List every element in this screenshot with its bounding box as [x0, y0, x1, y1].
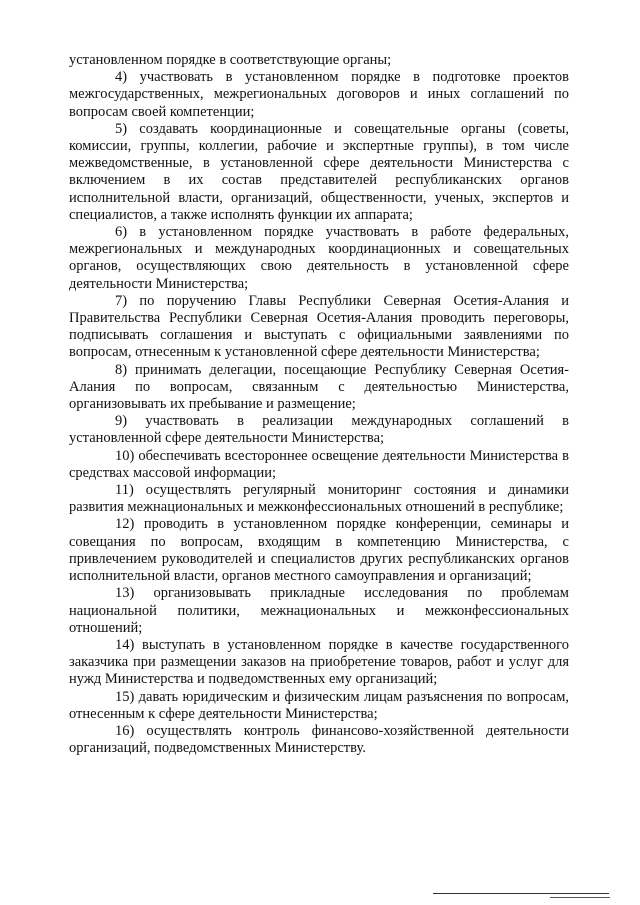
paragraph-item-6: 6) в установленном порядке участвовать в работе федеральных, межрегиональных и международных координационных и совещательных органов, осуществляющих свою деятельность в установленной сфере деятельности Министерства; [69, 224, 569, 292]
footer-divider-short [550, 897, 610, 898]
paragraph-item-9: 9) участвовать в реализации международных соглашений в установленной сфере деятельности Министерства; [69, 413, 569, 447]
paragraph-item-11: 11) осуществлять регулярный мониторинг состояния и динамики развития межнациональных и межконфессиональных отношений в республике; [69, 482, 569, 516]
paragraph-item-5: 5) создавать координационные и совещательные органы (советы, комиссии, группы, коллегии, рабочие и экспертные группы), в том числе межведомственные, в установленной сфере деятельности Министерства с включением в их состав представителей республиканских органов исполнительной власти, организаций, общественности, ученых, экспертов и специалистов, а также исполнять функции их аппарата; [69, 120, 569, 223]
paragraph-item-7: 7) по поручению Главы Республики Северная Осетия-Алания и Правительства Республики Северная Осетия-Алания проводить переговоры, подписывать соглашения и выступать с официальными заявлениями по вопросам, отнесенным к установленной сфере деятельности Министерства; [69, 292, 569, 361]
paragraph-continuation: установленном порядке в соответствующие органы; [69, 52, 392, 68]
paragraph-item-12: 12) проводить в установленном порядке конференции, семинары и совещания по вопросам, входящим в компетенцию Министерства, с привлечением руководителей и специалистов других республиканских органов исполнительной власти, органов местного самоуправления и организаций; [69, 516, 569, 585]
document-body [69, 52, 569, 757]
paragraph-item-15: 15) давать юридическим и физическим лицам разъяснения по вопросам, отнесенным к сфере деятельности Министерства; [69, 688, 569, 722]
paragraph-item-8: 8) принимать делегации, посещающие Республику Северная Осетия-Алания по вопросам, связанным с деятельностью Министерства, организовывать их пребывание и размещение; [69, 361, 569, 413]
footer-divider [433, 893, 609, 894]
paragraph-item-13: 13) организовывать прикладные исследования по проблемам национальной политики, межнациональных и межконфессиональных отношений; [69, 585, 569, 636]
paragraph-item-10: 10) обеспечивать всестороннее освещение деятельности Министерства в средствах массовой информации; [69, 447, 569, 481]
paragraph-item-14: 14) выступать в установленном порядке в качестве государственного заказчика при размещении заказов на приобретение товаров, работ и услуг для нужд Министерства и подведомственных ему организаций; [69, 636, 569, 688]
paragraph-item-4: 4) участвовать в установленном порядке в подготовке проектов межгосударственных, межрегиональных договоров и иных соглашений по вопросам своей компетенции; [69, 69, 569, 120]
paragraph-item-16: 16) осуществлять контроль финансово-хозяйственной деятельности организаций, подведомственных Министерству. [69, 722, 569, 757]
